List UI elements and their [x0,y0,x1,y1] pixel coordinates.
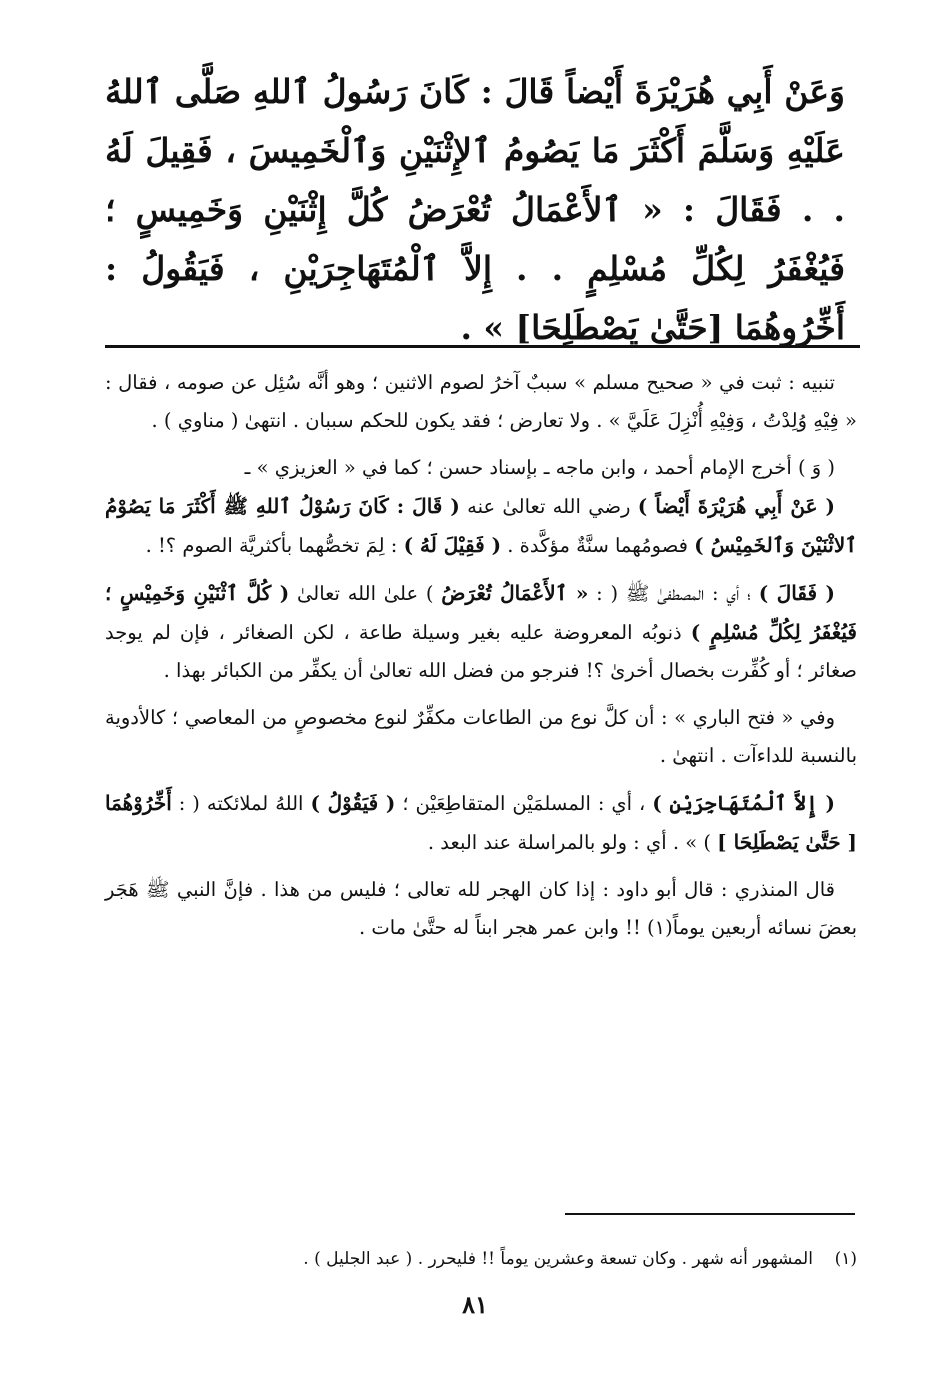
commentary-text: اللهُ لملائكته ( : [171,792,311,815]
footnote-marker: (١) [834,1249,857,1269]
commentary-text: ، أي : المسلمَيْن المتقاطِعَيْن ؛ [395,792,653,815]
section-divider [105,345,860,348]
commentary-text: فصومُهما سنَّةٌ مؤكَّدة . [501,534,695,557]
hadith-quote: ( فَيَقُوْلُ ) [310,791,396,815]
commentary-source-paragraph: ( وَ ) أخرج الإمام أحمد ، وابن ماجه ـ بإسناد حسن ؛ كما في « العزيزي » ـ [244,456,835,479]
hadith-quote: ( عَنْ أَبِي هُرَيْرَةَ أَيْضاً ) [637,494,835,518]
footnote-divider [565,1213,855,1215]
hadith-quote: ( فَقَالَ ) [758,581,835,605]
hadith-quote: ( كُلَّ ٱثْنَيْنِ وَخَمِيْسٍ ؛ فَيُغْفَرُ لِكُلِّ مُسْلِمٍ ) [105,581,857,644]
commentary-paragraph-4 [105,574,857,690]
hadith-quote: ( فَقِيْلَ لَهُ ) [403,533,502,557]
page-number: ٨١ [462,1290,488,1319]
commentary [105,364,857,956]
hadith-quote: ( إِلاَّ ٱلْمُتَهَاجِرَيْنِ ) [652,791,835,815]
commentary-paragraph-3 [105,487,857,565]
commentary-text: ذنوبُه المعروضة عليه بغير وسيلة طاعة ، لكن الصغائر ، فإن لم يوجد صغائر ؛ أو كُفِّرت بخصال أخرىٰ ؟! فنرجو من فضل الله تعالىٰ أن يكفِّر من الكبائر بهذا . [105,621,857,682]
commentary-paragraph-7: قال المنذري : قال أبو داود : إذا كان الهجر لله تعالى ؛ فليس من هذا . فإنَّ النبي ﷺ هَجَر بعضَ نسائه أربعين يوماً(١) !! وابن عمر هجر ابناً له حتَّىٰ مات . [105,878,857,939]
commentary-text: ) » . أي : ولو بالمراسلة عند البعد . [427,831,718,854]
commentary-text: رضي الله تعالىٰ عنه [459,495,638,518]
hadith-quote: ( قَالَ : كَانَ رَسُوْلُ ٱللهِ ﷺ أَكْثَرَ مَا يَصُوْمُ ٱلاثْنَيْنَ وَٱلخَمِيْسُ ) [105,494,857,557]
hadith-quote: « ٱلأَعْمَالُ تُعْرَضُ [441,581,589,605]
footnote-text: المشهور أنه شهر . وكان تسعة وعشرين يوماً !! فليحرر . ( عبد الجليل ) . [303,1249,813,1269]
hadith-text: وَعَنْ أَبِي هُرَيْرَةَ أَيْضاً قَالَ : كَانَ رَسُولُ ٱللهِ صَلَّى ٱللهُ عَلَيْهِ وَسَلَّمَ أَكْثَرَ مَا يَصُومُ ٱلإِثْنَيْنِ وَٱلْخَمِيسَ ، فَقِيلَ لَهُ . . فَقَالَ : « ٱلأَعْمَالُ تُعْرَضُ كُلَّ إِثْنَيْنِ وَخَمِيسٍ ؛ فَيُغْفَرُ لِكُلِّ مُسْلِمٍ . . إِلاَّ ٱلْمُتَهَاجِرَيْنِ ، فَيَقُولُ : أَخِّرُوهُمَا [حَتَّىٰ يَصْطَلِحَا] » . [105,72,846,347]
commentary-text: ) علىٰ الله تعالىٰ [289,582,442,605]
commentary-text: : لِمَ تخصُّهما بأكثريَّة الصوم ؟! . [145,534,404,557]
hadith-quote: أَخِّرُوْهُمَا [ حَتَّىٰ يَصْطَلِحَا ] [105,791,857,854]
footnote [105,1244,857,1274]
commentary-paragraph-5: وفي « فتح الباري » : أن كلَّ نوع من الطاعات مكفِّرٌ لنوع مخصوصٍ من المعاصي ؛ كالأدوية بالنسبة للداءآت . انتهىٰ . [105,706,857,767]
commentary-note-paragraph: تنبيه : ثبت في « صحيح مسلم » سببٌ آخرُ لصوم الاثنين ؛ وهو أنَّه سُئِل عن صومه ، فقال : « فِيْهِ وُلِدْتُ ، وَفِيْهِ أُنْزِلَ عَلَيَّ » . ولا تعارض ؛ فقد يكون للحكم سببان . انتهىٰ ( مناوي ) . [105,371,857,432]
commentary-paragraph-6 [105,784,857,862]
commentary-text: ؛ أي : المصطفىٰ ﷺ ( : [588,582,759,605]
